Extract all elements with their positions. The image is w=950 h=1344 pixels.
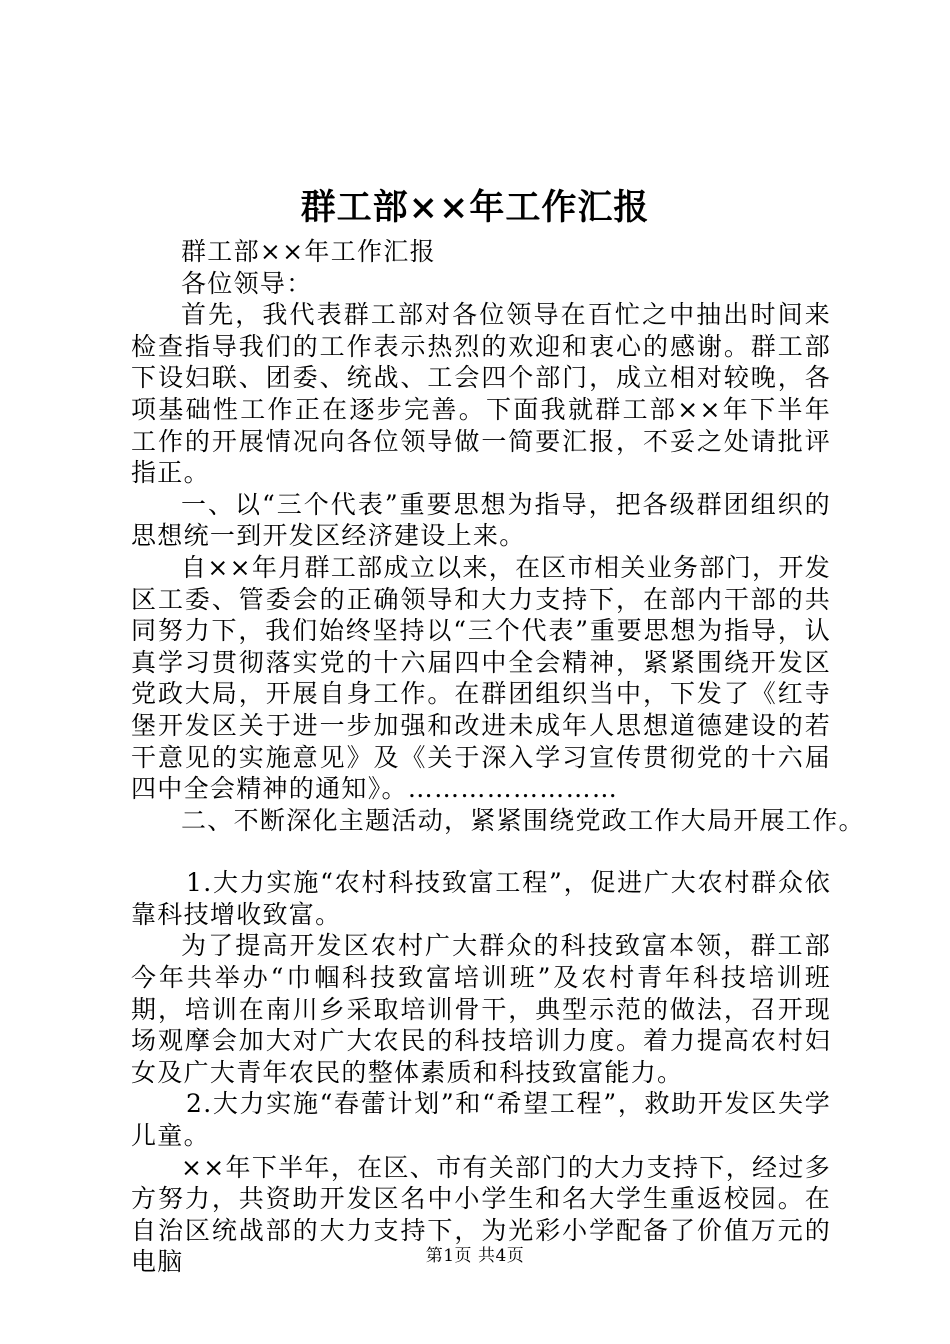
salutation: 各位领导： bbox=[181, 268, 313, 298]
paragraph-section-one: 自××年月群工部成立以来，在区市相关业务部门，开发区工委、管委会的正确领导和大力支持下，在部内干部的共同努力下，我们始终坚持以“三个代表”重要思想为指导，认真学习贯彻落实党的十六届四中全会精神，紧紧围绕开发区党政大局，开展自身工作。在群团组织当中，下发了《红寺堡开发区关于进一步加强和改进未成年人思想道德建设的若干意见的实施意见》及《关于深入学习宣传贯彻党的十六届四中全会精神的通知》。…………………… bbox=[131, 552, 831, 804]
paragraph-subsection-one: 为了提高开发区农村广大群众的科技致富本领，群工部今年共举办“巾帼科技致富培训班”及农村青年科技培训班期，培训在南川乡采取培训骨干，典型示范的做法，召开现场观摩会加大对广大农民的科技培训力度。着力提高农村妇女及广大青年农民的整体素质和科技致富能力。 bbox=[131, 931, 831, 1087]
section-heading-one: 一、以“三个代表”重要思想为指导，把各级群团组织的思想统一到开发区经济建设上来。 bbox=[131, 489, 831, 551]
paragraph-intro: 首先，我代表群工部对各位领导在百忙之中抽出时间来检查指导我们的工作表示热烈的欢迎和衷心的感谢。群工部下设妇联、团委、统战、工会四个部门，成立相对较晚，各项基础性工作正在逐步完善。下面我就群工部××年下半年工作的开展情况向各位领导做一简要汇报，不妥之处请批评指正。 bbox=[131, 300, 831, 488]
subsection-heading-two: 2.大力实施“春蕾计划”和“希望工程”，救助开发区失学儿童。 bbox=[131, 1089, 831, 1151]
document-title: 群工部××年工作汇报 bbox=[300, 187, 650, 228]
body-subtitle: 群工部××年工作汇报 bbox=[181, 237, 436, 266]
section-heading-two: 二、不断深化主题活动，紧紧围绕党政工作大局开展工作。 bbox=[181, 805, 865, 835]
subsection-heading-one: 1.大力实施“农村科技致富工程”，促进广大农村群众依靠科技增收致富。 bbox=[131, 868, 831, 929]
page-footer: 第1页 共4页 bbox=[425, 1246, 525, 1266]
paragraph-subsection-two: ××年下半年，在区、市有关部门的大力支持下，经过多方努力，共资助开发区名中小学生和名大学生重返校园。在自治区统战部的大力支持下，为光彩小学配备了价值万元的电脑 bbox=[131, 1152, 831, 1277]
document-body bbox=[131, 236, 865, 1278]
